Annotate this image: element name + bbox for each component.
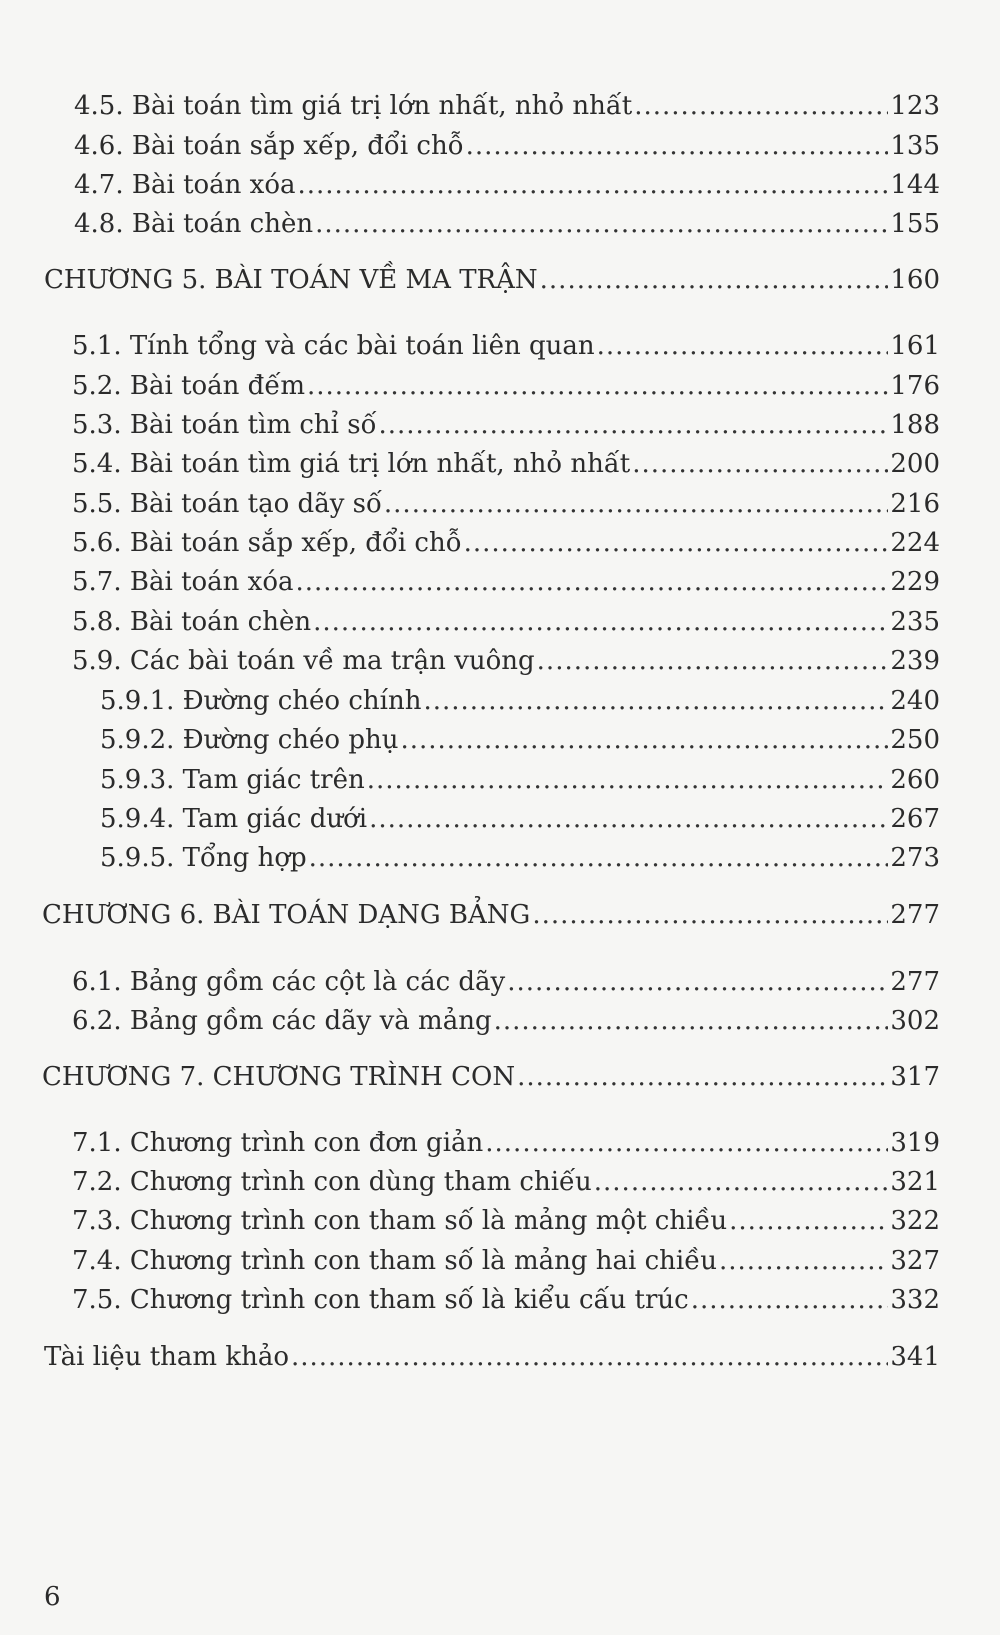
toc-entry-label: 5.4. Bài toán tìm giá trị lớn nhất, nhỏ nhất — [72, 449, 631, 479]
toc-entry-page: 144 — [890, 170, 940, 200]
toc-subentry — [100, 840, 940, 876]
toc-leader-dots — [597, 328, 889, 364]
toc-leader-dots — [517, 1059, 888, 1095]
toc-subentry — [100, 762, 940, 798]
toc-chapter-page: 160 — [890, 265, 940, 295]
toc-subentry — [100, 683, 940, 719]
toc-entry — [72, 643, 940, 679]
toc-entry-page: 260 — [890, 765, 940, 795]
toc-entry-label: 5.9.2. Đường chéo phụ — [100, 725, 399, 755]
toc-references — [44, 1339, 940, 1375]
toc-entry-label: 5.9.5. Tổng hợp — [100, 843, 307, 873]
toc-entry-label: 7.2. Chương trình con dùng tham chiếu — [72, 1167, 592, 1197]
toc-entry-page: 321 — [890, 1167, 940, 1197]
toc-entry-label: 5.1. Tính tổng và các bài toán liên quan — [72, 331, 595, 361]
toc-entry-label: 4.8. Bài toán chèn — [74, 209, 314, 239]
toc-leader-dots — [634, 88, 888, 124]
toc-chapter-label: CHƯƠNG 7. CHƯƠNG TRÌNH CON — [42, 1062, 516, 1092]
toc-entry — [72, 564, 940, 600]
toc-entry-label: 5.9.3. Tam giác trên — [100, 765, 365, 795]
toc-entry — [72, 1203, 940, 1239]
toc-entry — [72, 328, 940, 364]
toc-leader-dots — [537, 643, 889, 679]
toc-entry — [72, 525, 940, 561]
toc-leader-dots — [594, 1164, 889, 1200]
toc-entry-label: 6.2. Bảng gồm các dãy và mảng — [72, 1006, 492, 1036]
toc-entry-page: 277 — [890, 967, 940, 997]
page-number: 6 — [44, 1582, 61, 1612]
toc-leader-dots — [464, 525, 889, 561]
toc-entry-page: 229 — [890, 567, 940, 597]
toc-entry — [72, 964, 940, 1000]
toc-entry-label: 4.5. Bài toán tìm giá trị lớn nhất, nhỏ nhất — [74, 91, 633, 121]
toc-leader-dots — [369, 801, 888, 837]
toc-entry-label: 7.5. Chương trình con tham số là kiểu cấu trúc — [72, 1285, 689, 1315]
toc-entry-label: 5.9. Các bài toán về ma trận vuông — [72, 646, 535, 676]
toc-entry-page: 267 — [890, 804, 940, 834]
toc-entry-page: 239 — [890, 646, 940, 676]
toc-entry — [74, 167, 940, 203]
toc-chapter-page: 277 — [890, 900, 940, 930]
toc-leader-dots — [540, 262, 889, 298]
toc-entry — [72, 604, 940, 640]
toc-leader-dots — [400, 722, 888, 758]
toc-entry-page: 161 — [890, 331, 940, 361]
toc-chapter-page: 317 — [890, 1062, 940, 1092]
toc-leader-dots — [291, 1339, 888, 1375]
toc-leader-dots — [719, 1243, 888, 1279]
toc-leader-dots — [466, 128, 889, 164]
toc-entry — [72, 1003, 940, 1039]
toc-leader-dots — [485, 1125, 888, 1161]
toc-chapter — [42, 897, 940, 933]
toc-entry-label: 5.3. Bài toán tìm chỉ số — [72, 410, 377, 440]
toc-entry-label: 5.6. Bài toán sắp xếp, đổi chỗ — [72, 528, 462, 558]
toc-entry — [72, 1243, 940, 1279]
toc-entry-page: 135 — [890, 131, 940, 161]
toc-leader-dots — [309, 840, 889, 876]
toc-leader-dots — [379, 407, 889, 443]
toc-leader-dots — [729, 1203, 888, 1239]
toc-entry-label: 7.1. Chương trình con đơn giản — [72, 1128, 484, 1158]
toc-entry — [72, 407, 940, 443]
toc-subentry — [100, 722, 940, 758]
toc-entry-page: 327 — [890, 1246, 940, 1276]
toc-entry-label: Tài liệu tham khảo — [44, 1342, 289, 1372]
toc-entry-page: 123 — [890, 91, 940, 121]
toc-entry-page: 319 — [890, 1128, 940, 1158]
toc-entry — [74, 88, 940, 124]
toc-entry-page: 155 — [890, 209, 940, 239]
toc-entry — [72, 1282, 940, 1318]
toc-entry-label: 5.7. Bài toán xóa — [72, 567, 294, 597]
toc-entry — [72, 446, 940, 482]
toc-leader-dots — [532, 897, 888, 933]
toc-leader-dots — [315, 206, 888, 242]
toc-subentry — [100, 801, 940, 837]
toc-entry — [72, 1164, 940, 1200]
toc-leader-dots — [384, 486, 888, 522]
toc-leader-dots — [691, 1282, 889, 1318]
toc-leader-dots — [632, 446, 888, 482]
toc-entry-page: 188 — [890, 410, 940, 440]
toc-chapter-label: CHƯƠNG 5. BÀI TOÁN VỀ MA TRẬN — [44, 265, 538, 295]
toc-entry-label: 6.1. Bảng gồm các cột là các dãy — [72, 967, 506, 997]
toc-entry — [72, 486, 940, 522]
toc-chapter-label: CHƯƠNG 6. BÀI TOÁN DẠNG BẢNG — [42, 900, 531, 930]
toc-entry-label: 5.9.1. Đường chéo chính — [100, 686, 422, 716]
toc-leader-dots — [423, 683, 888, 719]
toc-entry-page: 235 — [890, 607, 940, 637]
toc-entry-label: 7.3. Chương trình con tham số là mảng một chiều — [72, 1206, 728, 1236]
toc-chapter — [42, 1059, 940, 1095]
toc-leader-dots — [307, 368, 888, 404]
toc-entry-label: 4.7. Bài toán xóa — [74, 170, 296, 200]
toc-leader-dots — [298, 167, 889, 203]
toc-entry — [74, 206, 940, 242]
toc-leader-dots — [313, 604, 888, 640]
toc-entry-page: 200 — [890, 449, 940, 479]
toc-entry-label: 7.4. Chương trình con tham số là mảng hai chiều — [72, 1246, 717, 1276]
toc-entry-page: 224 — [890, 528, 940, 558]
toc-leader-dots — [507, 964, 888, 1000]
toc-entry-page: 216 — [890, 489, 940, 519]
toc-entry-label: 4.6. Bài toán sắp xếp, đổi chỗ — [74, 131, 464, 161]
toc-entry-page: 240 — [890, 686, 940, 716]
toc-entry-page: 250 — [890, 725, 940, 755]
toc-entry-page: 332 — [890, 1285, 940, 1315]
toc-entry — [72, 1125, 940, 1161]
toc-leader-dots — [367, 762, 889, 798]
toc-entry-page: 302 — [890, 1006, 940, 1036]
toc-leader-dots — [494, 1003, 889, 1039]
toc-entry-label: 5.2. Bài toán đếm — [72, 371, 305, 401]
toc-entry-label: 5.5. Bài toán tạo dãy số — [72, 489, 382, 519]
toc-entry-page: 176 — [890, 371, 940, 401]
toc-entry-label: 5.8. Bài toán chèn — [72, 607, 312, 637]
toc-entry-page: 273 — [890, 843, 940, 873]
toc-chapter — [44, 262, 940, 298]
toc-entry — [72, 368, 940, 404]
toc-entry-page: 341 — [890, 1342, 940, 1372]
toc-entry — [74, 128, 940, 164]
toc-entry-label: 5.9.4. Tam giác dưới — [100, 804, 368, 834]
toc-entry-page: 322 — [890, 1206, 940, 1236]
toc-leader-dots — [296, 564, 889, 600]
